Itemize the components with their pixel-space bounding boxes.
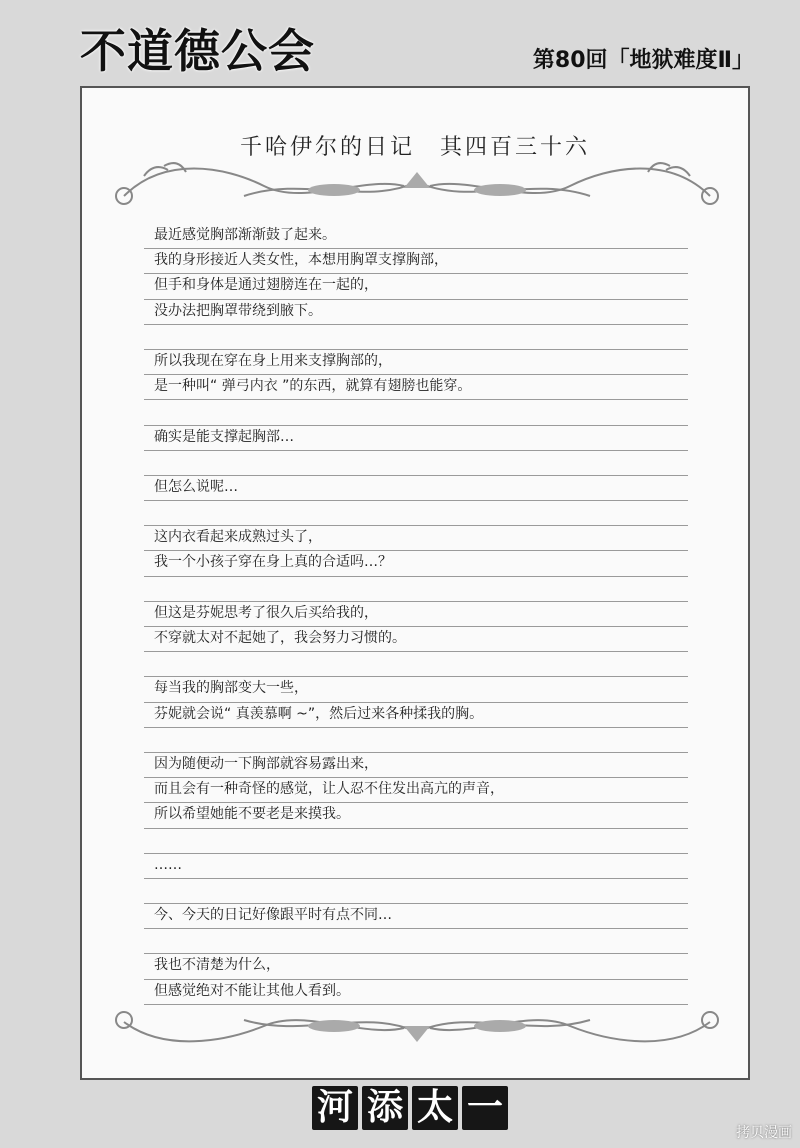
series-title: 不道德公会 — [80, 24, 315, 78]
diary-line: 而且会有一种奇怪的感觉，让人忍不住发出高亢的声音， — [144, 778, 688, 803]
diary-line: 所以希望她能不要老是来摸我。 — [144, 803, 688, 828]
diary-line: 没办法把胸罩带绕到腋下。 — [144, 300, 688, 325]
diary-title: 千哈伊尔的日记 其四百三十六 — [239, 135, 590, 160]
diary-line: 芬妮就会说“ 真羡慕啊 ~”，然后过来各种揉我的胸。 — [144, 703, 688, 728]
diary-line: 我也不清楚为什么， — [144, 954, 688, 979]
bottom-ornament — [104, 998, 730, 1058]
top-ornament — [104, 156, 730, 216]
diary-page — [80, 86, 750, 1080]
diary-line: 我一个小孩子穿在身上真的合适吗…？ — [144, 551, 688, 576]
diary-line: 但手和身体是通过翅膀连在一起的， — [144, 274, 688, 299]
watermark: 拷贝漫画 — [736, 1125, 792, 1141]
diary-line — [144, 501, 688, 526]
author-char: 太 — [412, 1086, 458, 1130]
diary-line — [144, 577, 688, 602]
author-char: 一 — [462, 1086, 508, 1130]
diary-line — [144, 879, 688, 904]
chapter-label: 第80回「地狱难度Ⅱ」 — [532, 48, 754, 73]
diary-line: 但这是芬妮思考了很久后买给我的， — [144, 602, 688, 627]
diary-line: 我的身形接近人类女性，本想用胸罩支撑胸部， — [144, 249, 688, 274]
diary-lines — [144, 224, 688, 1005]
author-name — [312, 1086, 508, 1130]
author-char: 添 — [362, 1086, 408, 1130]
diary-line: …… — [144, 854, 688, 879]
diary-line — [144, 829, 688, 854]
diary-line — [144, 652, 688, 677]
diary-line: 但怎么说呢… — [144, 476, 688, 501]
diary-line: 确实是能支撑起胸部… — [144, 426, 688, 451]
diary-line — [144, 400, 688, 425]
diary-line: 不穿就太对不起她了，我会努力习惯的。 — [144, 627, 688, 652]
diary-line: 但感觉绝对不能让其他人看到。 — [144, 980, 688, 1005]
diary-line — [144, 451, 688, 476]
diary-line: 最近感觉胸部渐渐鼓了起来。 — [144, 224, 688, 249]
diary-line: 是一种叫“ 弹弓内衣 ”的东西，就算有翅膀也能穿。 — [144, 375, 688, 400]
diary-line: 所以我现在穿在身上用来支撑胸部的， — [144, 350, 688, 375]
diary-line: 今、今天的日记好像跟平时有点不同… — [144, 904, 688, 929]
diary-line — [144, 325, 688, 350]
diary-line: 每当我的胸部变大一些， — [144, 677, 688, 702]
author-char: 河 — [312, 1086, 358, 1130]
diary-line: 因为随便动一下胸部就容易露出来， — [144, 753, 688, 778]
diary-line — [144, 728, 688, 753]
diary-line: 这内衣看起来成熟过头了， — [144, 526, 688, 551]
diary-line — [144, 929, 688, 954]
